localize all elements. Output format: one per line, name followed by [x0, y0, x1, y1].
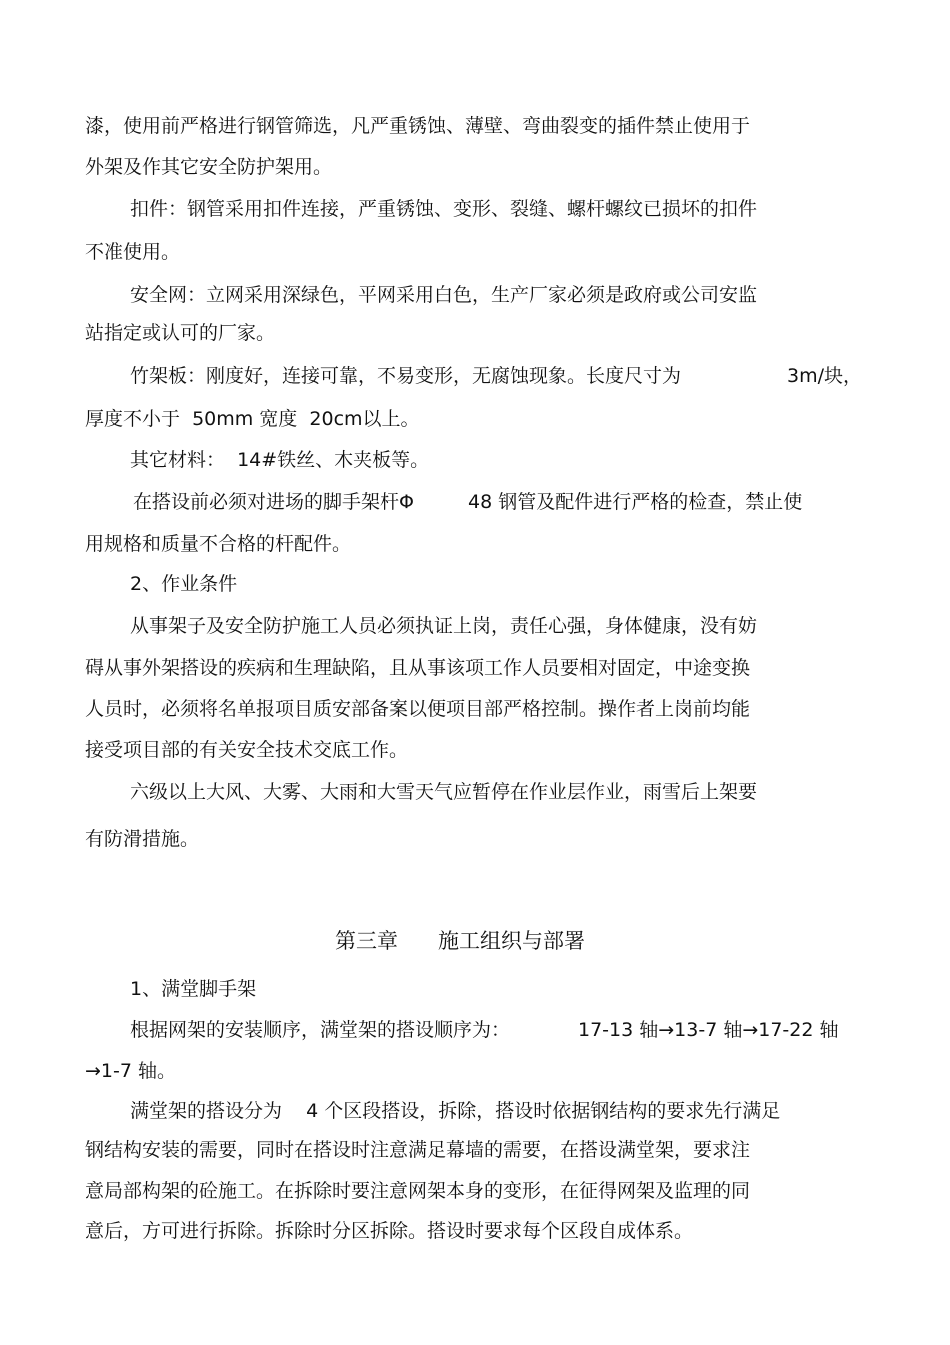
paragraph-line: 在搭设前必须对进场的脚手架杆Φ: [133, 491, 414, 513]
paragraph-line: 17-13 轴→13-7 轴→17-22 轴: [578, 1019, 839, 1041]
section-heading: 1、满堂脚手架: [130, 978, 257, 1000]
paragraph-line: 漆，使用前严格进行钢管筛选，凡严重锈蚀、薄壁、弯曲裂变的插件禁止使用于: [85, 115, 751, 137]
paragraph-line: 六级以上大风、大雾、大雨和大雪天气应暂停在作业层作业，雨雪后上架要: [130, 781, 758, 803]
chapter-title: 第三章 施工组织与部署: [335, 929, 586, 953]
paragraph-line: 扣件：钢管采用扣件连接，严重锈蚀、变形、裂缝、螺杆螺纹已损坏的扣件: [130, 198, 758, 220]
paragraph-line: 3m/块，: [787, 365, 862, 387]
paragraph-line: 外架及作其它安全防护架用。: [85, 156, 333, 178]
paragraph-line: 满堂架的搭设分为 4 个区段搭设，拆除，搭设时依据钢结构的要求先行满足: [130, 1100, 781, 1122]
paragraph-line: 有防滑措施。: [85, 828, 200, 850]
paragraph-line: 不准使用。: [85, 241, 181, 263]
paragraph-line: 其它材料： 14#铁丝、木夹板等。: [130, 449, 430, 471]
paragraph-line: 人员时，必须将名单报项目质安部备案以便项目部严格控制。操作者上岗前均能: [85, 698, 751, 720]
paragraph-line: 接受项目部的有关安全技术交底工作。: [85, 739, 409, 761]
paragraph-line: 意局部构架的砼施工。在拆除时要注意网架本身的变形，在征得网架及监理的同: [85, 1180, 751, 1202]
paragraph-line: 用规格和质量不合格的杆配件。: [85, 533, 352, 555]
paragraph-line: →1-7 轴。: [85, 1060, 176, 1082]
paragraph-line: 竹架板：刚度好，连接可靠，不易变形，无腐蚀现象。长度尺寸为: [130, 365, 682, 387]
paragraph-line: 站指定或认可的厂家。: [85, 322, 276, 344]
paragraph-line: 48 钢管及配件进行严格的检查，禁止使: [468, 491, 803, 513]
paragraph-line: 钢结构安装的需要，同时在搭设时注意满足幕墙的需要，在搭设满堂架，要求注: [85, 1139, 751, 1161]
paragraph-line: 安全网：立网采用深绿色，平网采用白色，生产厂家必须是政府或公司安监: [130, 284, 758, 306]
paragraph-line: 从事架子及安全防护施工人员必须执证上岗，责任心强，身体健康，没有妨: [130, 615, 758, 637]
paragraph-line: 碍从事外架搭设的疾病和生理缺陷，且从事该项工作人员要相对固定，中途变换: [85, 657, 751, 679]
paragraph-line: 根据网架的安装顺序，满堂架的搭设顺序为：: [130, 1019, 511, 1041]
section-heading: 2、作业条件: [130, 573, 238, 595]
paragraph-line: 厚度不小于 50mm 宽度 20cm以上。: [85, 408, 420, 430]
paragraph-line: 意后，方可进行拆除。拆除时分区拆除。搭设时要求每个区段自成体系。: [85, 1220, 694, 1242]
